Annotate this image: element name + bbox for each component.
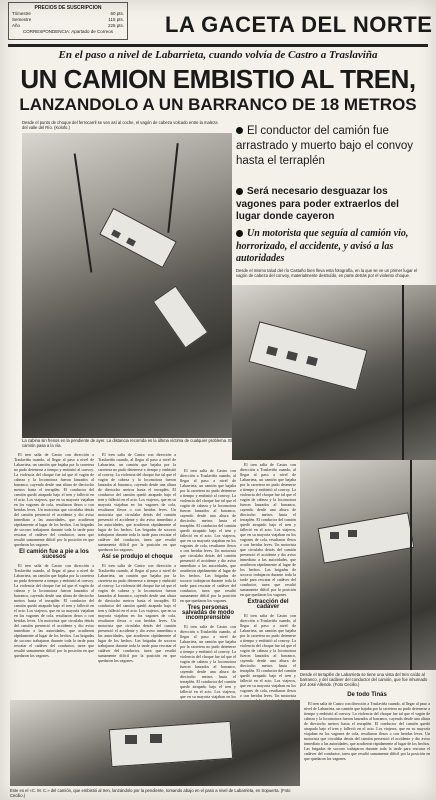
bullet-text: El conductor del camión fue arrastrado y muerto bajo el convoy hasta el terraplén: [236, 125, 414, 167]
body-column-4: [240, 462, 296, 697]
body-paragraph: El tren salía de Castro con dirección a Traslaviña cuando, al llegar al paso a nivel de Labarrieta, un camión que bajaba por la carretera no pudo detenerse a tiempo y embistió al convoy. La violencia del choque fue tal que el vagón de cabeza y la locomotora fueron lanzados al barranco, cayendo desde una altura de dieciocho metros hasta el terraplén. El conductor del camión quedó atrapado bajo el tren y falleció en el acto. Los viajeros, que en su mayoría viajaban en los vagones de cola, resultaron ilesos o con heridas leves. Un motorista: [240, 613, 296, 698]
bullet-2: [236, 186, 426, 224]
row-value: 115 pts.: [108, 17, 124, 22]
photo1-caption: Desde el punto de choque del ferrocarril se ven así al coche, el vagón de cabeza volcado entre la maleza del valle del Río. (Kolofo.): [22, 120, 218, 130]
bullet-dot-icon: [236, 188, 243, 195]
article-headline: UN CAMION EMBISTIO AL TREN,: [20, 64, 416, 94]
masthead-rule: [8, 44, 428, 47]
row-label: Semestre: [12, 17, 32, 22]
bullet-1: [236, 124, 426, 169]
photo-overturned-carriage: [232, 285, 436, 460]
bullet-3: [236, 228, 426, 266]
body-paragraph: El tren salía de Castro con dirección a Traslaviña cuando, al llegar al paso a nivel de Labarrieta, un camión que bajaba por la carretera no pudo detenerse a tiempo y embistió al convoy. La violencia del choque fue tal que el vagón de cabeza y la locomotora fueron lanzados al barranco, cayendo desde una altura de dieciocho metros hasta el terraplén. El conductor del camión quedó atrapado bajo el tren y falleció en el acto. Los viajeros, que en su mayoría viajaban en los vagones de cola, resultaron ilesos o con heridas leves. Un motorista que circulaba detrás del camión presenció el accidente y dio aviso inmediato a las autoridades, que acudieron rápidamente al lugar de los hechos. Las brigadas de socorro trabajaron durante toda la tarde para rescatar el cadáver del conductor, tarea que resultó sumamente difícil por la posición en que quedaron los vagones.: [180, 468, 236, 603]
subscription-box: [8, 2, 128, 40]
bullet-dot-icon: [236, 127, 243, 134]
subscription-note: CORRESPONDENCIA: Apartado de Correos: [22, 29, 114, 34]
bullet-text: Será necesario desguazar los vagones para poder extraerlos del lugar donde cayeron: [236, 186, 399, 222]
row-value: 60 pts.: [110, 11, 124, 16]
bullet-text: Un motorista que seguía al camión vio, horrorizado, el accidente, y avisó a las autoridades: [236, 228, 409, 264]
photo3-caption: Desde el terraplén de Labarrieta se tiene una vista del tren caído al barranco, y del cadáver del conductor del camión, que fue inhumado por José Allende. (Foto Cecilio.): [300, 672, 428, 687]
article-kicker: En el paso a nivel de Labarrieta, cuando volvía de Castro a Traslaviña: [58, 49, 378, 61]
row-label: Año: [12, 23, 21, 28]
row-label: Trimestre: [12, 11, 31, 16]
body-column-1: [14, 452, 94, 697]
body-paragraph: El tren salía de Castro con dirección a Traslaviña cuando, al llegar al paso a nivel de Labarrieta, un camión que bajaba por la carretera no pudo detenerse a tiempo y embistió al convoy. La violencia del choque fue tal que el vagón de cabeza y la locomotora fueron lanzados al barranco, cayendo desde una altura de dieciocho metros hasta el terraplén. El conductor del camión quedó atrapado bajo el tren y falleció en el acto. Los viajeros, que en su mayoría viajaban en los vagones de cola, resultaron ilesos o con heridas leves. Un motorista que circulaba detrás del camión presenció el accidente y dio aviso inmediato a las autoridades, que acudieron rápidamente al lugar de los hechos. Las brigadas de socorro trabajaron durante toda la tarde para rescatar el cadáver del conductor, tarea que resultó sumamente difícil por la posición en que quedaron los vagones.: [14, 563, 94, 658]
photo-train-wreck-slope: [22, 133, 232, 438]
newspaper-masthead: LA GACETA DEL NORTE: [165, 12, 433, 37]
row-value: 225 pts.: [107, 23, 124, 28]
photo1-lower-caption: La cabina sin frenos en la pendiente de ayer. La distancia recorrida es la última víctima de cualquier problema. El camión pasa a la vía.: [22, 438, 232, 448]
body-column-2: [98, 452, 176, 697]
article-subhead: LANZANDOLO A UN BARRANCO DE 18 METROS: [19, 95, 417, 114]
section-heading: Extracción del cadáver: [247, 599, 289, 610]
photo4-caption: Este es el «C. M. C.» del camión, que embistió al tren, lanzándolo por la pendiente, tomando abajo en el paso a nivel de Labarrieta, en Sopuerta. (Foto Cecilio.): [10, 788, 291, 798]
bullet-dot-icon: [236, 230, 243, 237]
section-heading: Tres personas salvadas de modo incomprensible: [181, 605, 235, 621]
body-paragraph: El tren salía de Castro con dirección a Traslaviña cuando, al llegar al paso a nivel de Labarrieta, un camión que bajaba por la carretera no pudo detenerse a tiempo y embistió al convoy. La violencia del choque fue tal que el vagón de cabeza y la locomotora fueron lanzados al barranco, cayendo desde una altura de dieciocho metros hasta el terraplén. El conductor del camión quedó atrapado bajo el tren y falleció en el acto. Los viajeros, que en su mayoría viajaban en los vagones de cola, resultaron ilesos o con heridas leves. Un motorista que circulaba detrás del camión presenció el accidente y dio aviso inmediato a las autoridades, que acudieron rápidamente al lugar de los hechos. Las brigadas de socorro trabajaron durante toda la tarde para rescatar el cadáver del conductor, tarea que resultó sumamente difícil por la posición en que quedaron los vagones.: [98, 452, 176, 552]
section-heading: El camión fue a pie a los sucesos: [19, 549, 89, 560]
body-paragraph: El tren salía de Castro con dirección a Traslaviña cuando, al llegar al paso a nivel de Labarrieta, un camión que bajaba por la carretera no pudo detenerse a tiempo y embistió al convoy. La violencia del choque fue tal que el vagón de cabeza y la locomotora fueron lanzados al barranco, cayendo desde una altura de dieciocho metros hasta el terraplén. El conductor del camión quedó atrapado bajo el tren y falleció en el acto. Los viajeros, que en su mayoría viajaban en los vagones de cola, resultaron ilesos o con heridas leves. Un motorista que circulaba detrás del camión presenció el accidente y dio aviso inmediato a las autoridades, que acudieron rápidamente al lugar de los hechos. Las brigadas de socorro trabajaron durante toda la tarde para rescatar el cadáver del conductor, tarea que resultó sumamente difícil por la posición en que quedaron los vagones.: [240, 462, 296, 597]
section-heading: De todo Tinás: [347, 692, 387, 698]
body-paragraph: El tren salía de Castro con dirección a Traslaviña cuando, al llegar al paso a nivel de Labarrieta, un camión que bajaba por la carretera no pudo detenerse a tiempo y embistió al convoy. La violencia del choque fue tal que el vagón de cabeza y la locomotora fueron lanzados al barranco, cayendo desde una altura de dieciocho metros hasta el terraplén. El conductor del camión quedó atrapado bajo el tren y falleció en el acto. Los viajeros, que en su mayoría viajaban en los vagones de cola, resultaron ilesos o con heridas leves. Un motorista que circulaba detrás del camión presenció el accidente y dio aviso inmediato a las autoridades, que acudieron rápidamente al lugar de los hechos. Las brigadas de socorro trabajaron durante toda la tarde para rescatar el cadáver del conductor, tarea que resultó sumamente difícil por la posición en que quedaron los vagones.: [304, 701, 430, 761]
body-paragraph: El tren salía de Castro con dirección a Traslaviña cuando, al llegar al paso a nivel de Labarrieta, un camión que bajaba por la carretera no pudo detenerse a tiempo y embistió al convoy. La violencia del choque fue tal que el vagón de cabeza y la locomotora fueron lanzados al barranco, cayendo desde una altura de dieciocho metros hasta el terraplén. El conductor del camión quedó atrapado bajo el tren y falleció en el acto. Los viajeros, que en su mayoría viajaban en los: [180, 624, 236, 699]
photo-embankment-view: [300, 460, 436, 670]
body-paragraph: El tren salía de Castro con dirección a Traslaviña cuando, al llegar al paso a nivel de Labarrieta, un camión que bajaba por la carretera no pudo detenerse a tiempo y embistió al convoy. La violencia del choque fue tal que el vagón de cabeza y la locomotora fueron lanzados al barranco, cayendo desde una altura de dieciocho metros hasta el terraplén. El conductor del camión quedó atrapado bajo el tren y falleció en el acto. Los viajeros, que en su mayoría viajaban en los vagones de cola, resultaron ilesos o con heridas leves. Un motorista que circulaba detrás del camión presenció el accidente y dio aviso inmediato a las autoridades, que acudieron rápidamente al lugar de los hechos. Las brigadas de socorro trabajaron durante toda la tarde para rescatar el cadáver del conductor, tarea que resultó sumamente difícil por la posición en que quedaron los vagones.: [14, 452, 94, 547]
body-column-5: [304, 690, 430, 798]
body-paragraph: El tren salía de Castro con dirección a Traslaviña cuando, al llegar al paso a nivel de Labarrieta, un camión que bajaba por la carretera no pudo detenerse a tiempo y embistió al convoy. La violencia del choque fue tal que el vagón de cabeza y la locomotora fueron lanzados al barranco, cayendo desde una altura de dieciocho metros hasta el terraplén. El conductor del camión quedó atrapado bajo el tren y falleció en el acto. Los viajeros, que en su mayoría viajaban en los vagones de cola, resultaron ilesos o con heridas leves. Un motorista que circulaba detrás del camión presenció el accidente y dio aviso inmediato a las autoridades, que acudieron rápidamente al lugar de los hechos. Las brigadas de socorro trabajaron durante toda la tarde para rescatar el cadáver del conductor, tarea que resultó sumamente difícil por la posición en que quedaron los vagones.: [98, 563, 176, 663]
photo2-caption: Desde el mismo talud del río Castaño bien lleva esta fotografía, en la que se ve un primer lugar el vagón de cabeza del convoy, materialmente destruído, en parte detrás por el violento choque.: [236, 268, 418, 278]
section-heading: Así se produjo el choque: [101, 554, 173, 560]
photo-truck-wreck: [10, 700, 300, 786]
subscription-title: PRECIOS DE SUSCRIPCION: [34, 5, 102, 11]
body-column-3: [180, 468, 236, 698]
